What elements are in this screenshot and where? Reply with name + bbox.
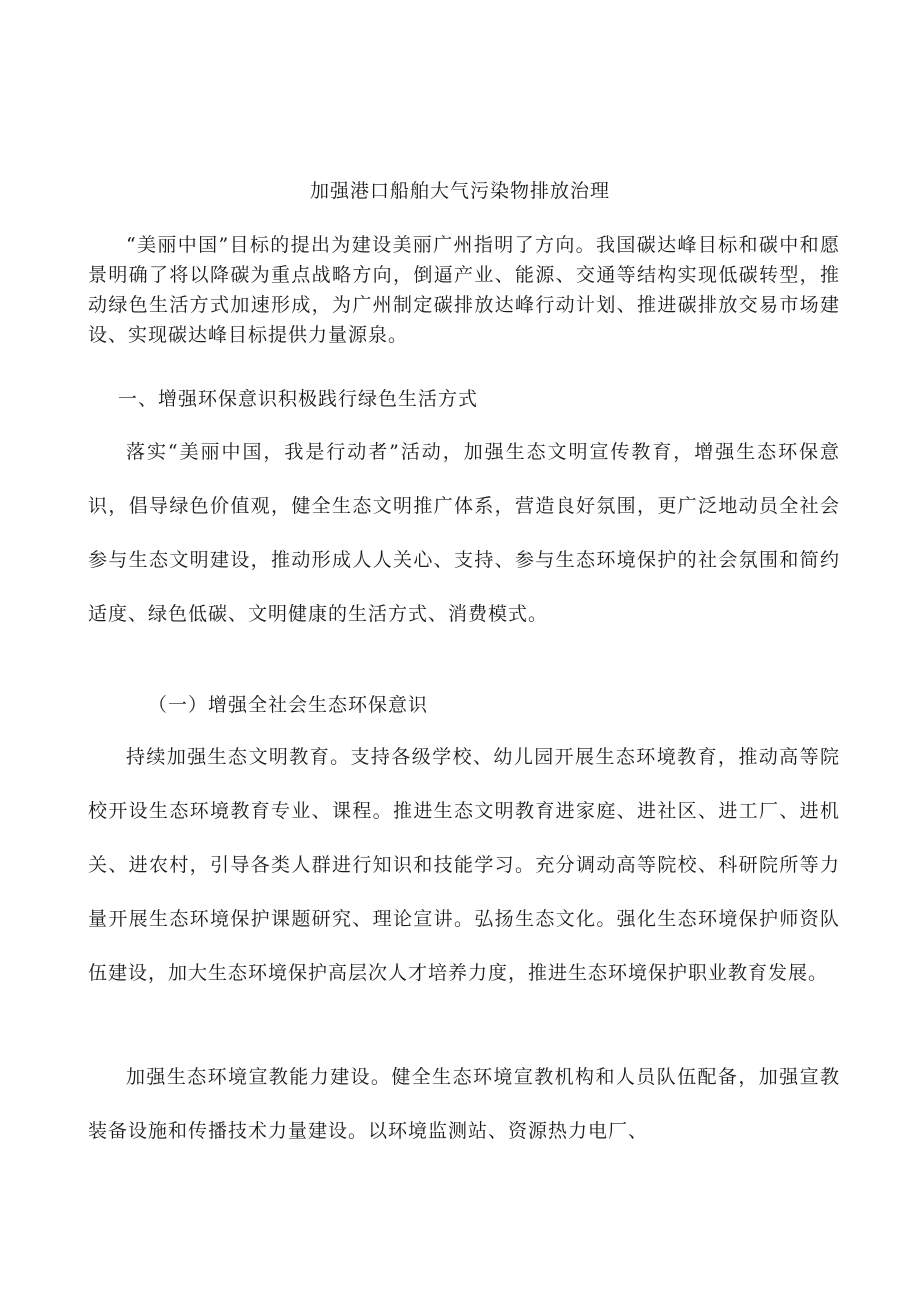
subsection-heading-1: （一）增强全社会生态环保意识 [148,694,429,716]
section-1-paragraph: 落实“美丽中国，我是行动者”活动，加强生态文明宣传教育，增强生态环保意识，倡导绿色价值观，健全生态文明推广体系，营造良好氛围，更广泛地动员全社会参与生态文明建设，推动形成人人关心、支持、参与生态环境保护的社会氛围和简约适度、绿色低碳、文明健康的生活方式、消费模式。 [88,441,840,625]
subsection-1-paragraph-2: 加强生态环境宣教能力建设。健全生态环境宣教机构和人员队伍配备，加强宣教装备设施和传播技术力量建设。以环境监测站、资源热力电厂、 [88,1066,840,1142]
subsection-1-paragraph-1: 持续加强生态文明教育。支持各级学校、幼儿园开展生态环境教育，推动高等院校开设生态环境教育专业、课程。推进生态文明教育进家庭、进社区、进工厂、进机关、进农村，引导各类人群进行知识和技能学习。充分调动高等院校、科研院所等力量开展生态环境保护课题研究、理论宣讲。弘扬生态文化。强化生态环境保护师资队伍建设，加大生态环境保护高层次人才培养力度，推进生态环境保护职业教育发展。 [88,746,840,984]
section-heading-1: 一、增强环保意识积极践行绿色生活方式 [118,388,479,410]
intro-paragraph: “美丽中国”目标的提出为建设美丽广州指明了方向。我国碳达峰目标和碳中和愿景明确了将以降碳为重点战略方向，倒逼产业、能源、交通等结构实现低碳转型，推动绿色生活方式加速形成，为广州制定碳排放达峰行动计划、推进碳排放交易市场建设、实现碳达峰目标提供力量源泉。 [88,234,840,346]
document-title: 加强港口船舶大气污染物排放治理 [309,180,610,202]
